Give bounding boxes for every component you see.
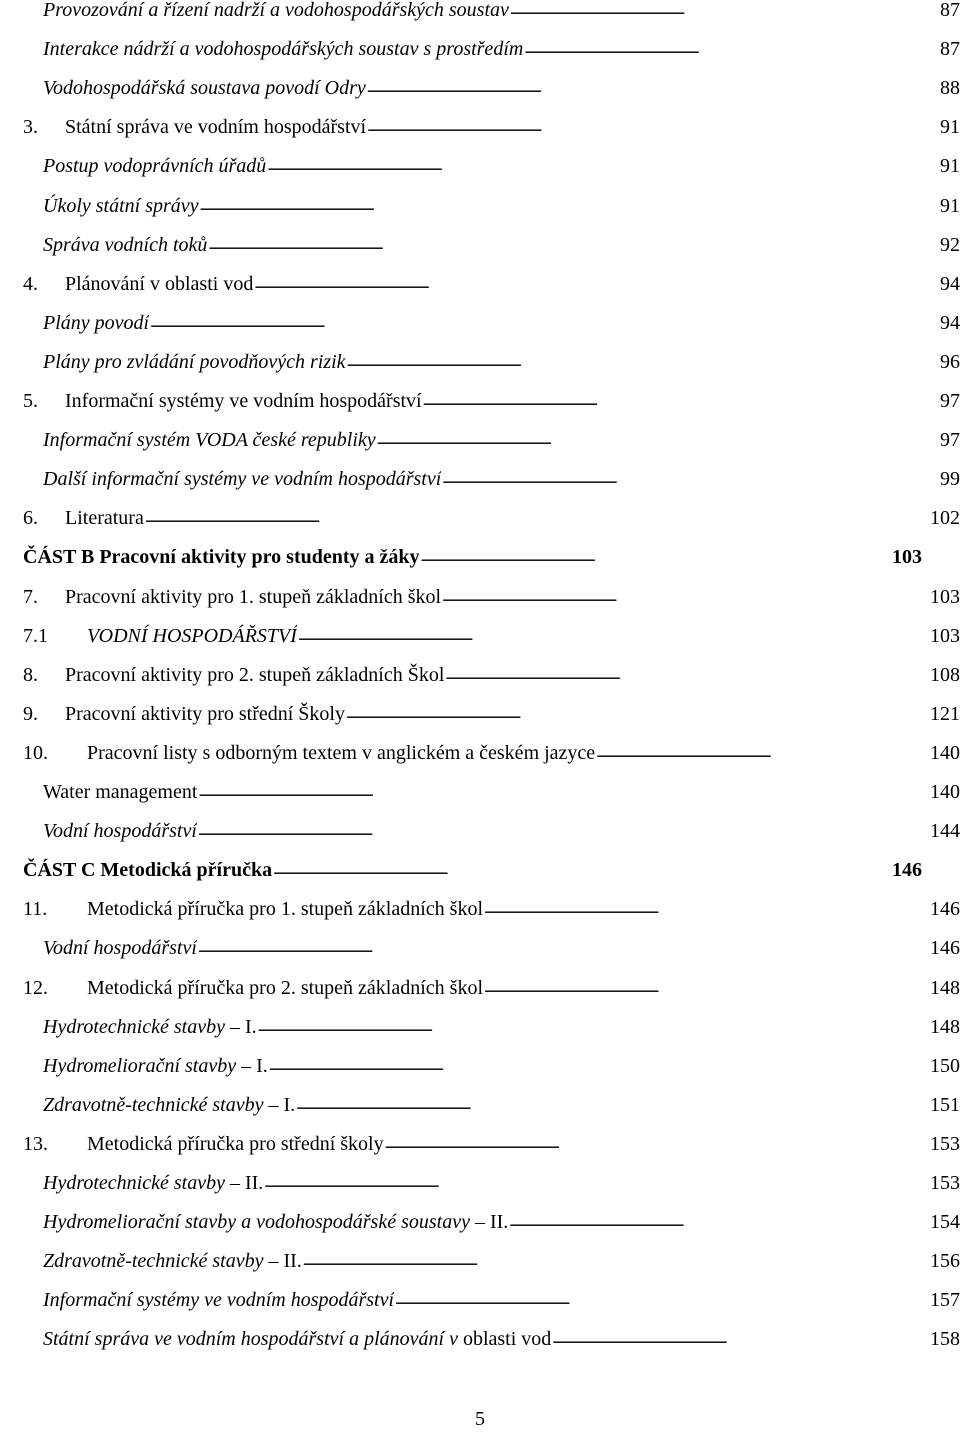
toc-entry-number: 7. <box>23 585 38 608</box>
toc-dot-leader <box>273 858 891 878</box>
toc-entry-page: 87 <box>940 0 960 21</box>
toc-entry[interactable] <box>23 73 960 103</box>
toc-entry[interactable] <box>23 1207 960 1237</box>
toc-dot-leader <box>510 0 939 18</box>
toc-entry-title-text: Vodohospodářská soustava povodí Odry <box>43 77 366 100</box>
toc-entry[interactable] <box>23 699 960 729</box>
toc-dot-leader <box>258 1015 929 1035</box>
toc-entry-title <box>43 34 523 64</box>
toc-entry[interactable] <box>23 503 960 533</box>
toc-entry-title-suffix: – II. <box>263 1250 302 1273</box>
toc-entry[interactable] <box>23 660 960 690</box>
toc-entry[interactable] <box>23 1012 960 1042</box>
toc-entry-title-text: VODNÍ HOSPODÁŘSTVÍ <box>87 624 297 647</box>
toc-entry-title-text: Plány pro zvládání povodňových rizik <box>43 350 346 373</box>
toc-entry[interactable] <box>23 112 960 142</box>
toc-entry-page: 148 <box>930 1015 960 1038</box>
toc-entry-title-text: Informační systém VODA české republiky <box>43 429 376 452</box>
toc-entry-title-text: Literatura <box>65 507 144 530</box>
toc-entry-title <box>43 1051 268 1081</box>
toc-entry-number: 11. <box>23 898 48 921</box>
toc-entry-title-text: Pracovní aktivity pro 1. stupeň základních škol <box>65 585 442 608</box>
toc-entry-title-text: Metodická příručka pro 1. stupeň základních škol <box>87 898 483 921</box>
toc-entry-title <box>43 1090 295 1120</box>
toc-entry-title-text: Metodická příručka pro střední školy <box>87 1132 384 1155</box>
toc-entry-page: 103 <box>930 585 960 608</box>
toc-entry-page: 158 <box>930 1328 960 1351</box>
toc-entry-page: 97 <box>940 429 960 452</box>
toc-entry-number: 12. <box>23 976 48 999</box>
toc-entry-title <box>43 816 197 846</box>
toc-entry[interactable] <box>23 1324 960 1354</box>
toc-dot-leader <box>200 194 939 214</box>
toc-entry-page: 153 <box>930 1172 960 1194</box>
toc-entry-page: 146 <box>892 859 922 882</box>
toc-entry-title <box>43 933 197 963</box>
toc-entry-number: 7.1 <box>23 624 48 647</box>
toc-dot-leader <box>524 37 939 57</box>
toc-entry-number: 9. <box>23 702 38 725</box>
toc-entry-title-text: Provozování a řízení nadrží a vodohospodářských soustav <box>43 0 509 21</box>
toc-entry[interactable] <box>23 151 960 181</box>
toc-dot-leader <box>423 389 939 409</box>
toc-entry-page: 91 <box>940 116 960 139</box>
toc-dot-leader <box>442 585 929 605</box>
toc-dot-leader <box>596 741 929 761</box>
toc-entry-page: 148 <box>930 976 960 999</box>
toc-entry-title-text: Zdravotně-technické stavby <box>43 1093 264 1116</box>
toc-entry-title <box>43 151 266 181</box>
toc-entry[interactable] <box>23 425 960 455</box>
toc-entry-title-text: Pracovní aktivity pro 2. stupeň základních Škol <box>65 663 445 686</box>
toc-entry-page: 103 <box>892 546 922 569</box>
toc-entry-page: 91 <box>940 155 960 178</box>
toc-entry-title-text: Správa vodních toků <box>43 233 208 256</box>
toc-entry-title <box>43 1285 394 1315</box>
toc-dot-leader <box>552 1327 929 1347</box>
toc-entry[interactable] <box>23 582 960 612</box>
toc-entry-title <box>65 503 144 533</box>
toc-entry-title <box>87 738 595 768</box>
toc-entry-title-text: Státní správa ve vodním hospodářství <box>65 116 367 139</box>
toc-entry-title-text: Hydrotechnické stavby <box>43 1172 225 1194</box>
toc-entry[interactable] <box>23 1168 960 1198</box>
toc-entry-title <box>43 0 509 25</box>
toc-entry-page: 94 <box>940 311 960 334</box>
toc-entry-page: 146 <box>930 937 960 960</box>
toc-dot-leader <box>395 1288 929 1308</box>
toc-entry-title-text: ČÁST C Metodická příručka <box>23 859 273 882</box>
toc-dot-leader <box>346 702 929 722</box>
toc-entry-page: 102 <box>930 507 960 530</box>
toc-entry-title <box>43 230 207 260</box>
toc-entry-title <box>87 973 483 1003</box>
toc-dot-leader <box>367 76 939 96</box>
toc-entry[interactable] <box>23 1285 960 1315</box>
toc-entry-title-text: Plánování v oblasti vod <box>65 272 254 295</box>
toc-entry[interactable] <box>23 1051 960 1081</box>
toc-entry-page: 99 <box>940 468 960 491</box>
toc-entry-title-suffix: – I. <box>224 1015 257 1038</box>
toc-entry-page: 96 <box>940 350 960 373</box>
toc-dot-leader <box>484 976 929 996</box>
toc-entry-title <box>43 1246 302 1276</box>
toc-dot-leader <box>484 897 929 917</box>
toc-entry[interactable] <box>23 894 960 924</box>
toc-entry-page: 94 <box>940 272 960 295</box>
toc-entry[interactable] <box>23 230 960 260</box>
toc-entry-number: 13. <box>23 1132 48 1155</box>
toc-entry-page: 144 <box>930 820 960 843</box>
toc-entry[interactable] <box>23 347 960 377</box>
toc-dot-leader <box>150 311 939 331</box>
toc-dot-leader <box>145 506 929 526</box>
toc-entry-number: 8. <box>23 663 38 686</box>
toc-entry-page: 153 <box>930 1132 960 1155</box>
toc-entry-page: 103 <box>930 624 960 647</box>
toc-entry-number: 3. <box>23 116 38 139</box>
toc-entry-title-suffix: – II. <box>469 1211 509 1234</box>
toc-entry[interactable] <box>23 816 960 846</box>
toc-entry-title <box>23 542 420 572</box>
toc-entry-page: 140 <box>930 741 960 764</box>
toc-entry-title-text: Vodní hospodářství <box>43 937 197 960</box>
toc-entry-title-text: Plány povodí <box>43 311 150 334</box>
toc-entry-title <box>87 1129 384 1159</box>
toc-entry-number: 6. <box>23 507 38 530</box>
toc-entry-number: 10. <box>23 741 48 764</box>
toc-dot-leader <box>198 780 929 800</box>
toc-dot-leader <box>269 1054 929 1074</box>
toc-entry[interactable] <box>23 738 960 768</box>
toc-entry-title <box>43 464 441 494</box>
toc-entry[interactable] <box>23 621 960 651</box>
toc-entry[interactable] <box>23 0 960 25</box>
toc-entry-title-text: Pracovní listy s odborným textem v anglickém a českém jazyce <box>87 741 596 764</box>
toc-entry-title <box>43 308 149 338</box>
toc-entry-title-text: Vodní hospodářství <box>43 820 197 843</box>
toc-entry[interactable] <box>23 933 960 963</box>
toc-entry-title <box>65 582 441 612</box>
toc-entry-title-text: Informační systémy ve vodním hospodářství <box>43 1289 395 1312</box>
toc-entry-title-text: Hydromeliorační stavby <box>43 1054 237 1077</box>
toc-entry-title <box>65 112 366 142</box>
toc-entry-title-suffix: oblasti vod <box>457 1328 552 1351</box>
toc-dot-leader <box>198 936 929 956</box>
toc-entry-title-text: Zdravotně-technické stavby <box>43 1250 264 1273</box>
toc-entry-title-text: Úkoly státní správy <box>43 194 199 217</box>
toc-entry[interactable] <box>23 1246 960 1276</box>
toc-dot-leader <box>509 1210 929 1230</box>
toc-entry-title <box>43 1012 257 1042</box>
toc-entry-title-suffix: – II. <box>224 1172 264 1194</box>
toc-entry-page: 150 <box>930 1054 960 1077</box>
toc-dot-leader <box>445 663 929 683</box>
toc-dot-leader <box>254 272 939 292</box>
toc-entry[interactable] <box>23 308 960 338</box>
toc-entry[interactable] <box>23 542 960 572</box>
toc-entry-title-text: Další informační systémy ve vodním hospodářství <box>43 468 442 491</box>
toc-entry-title-text: Metodická příručka pro 2. stupeň základních škol <box>87 976 483 999</box>
toc-entry-title-text: Hydromeliorační stavby a vodohospodářské soustavy <box>43 1211 470 1234</box>
toc-entry-title <box>65 660 444 690</box>
toc-entry-title <box>65 386 422 416</box>
toc-entry-title-text: Státní správa ve vodním hospodářství a plánování v <box>43 1328 458 1351</box>
toc-entry-title <box>43 777 197 807</box>
toc-dot-leader <box>264 1171 929 1191</box>
toc-entry-title-text: Pracovní aktivity pro střední Školy <box>65 702 345 725</box>
toc-entry-page: 87 <box>940 38 960 61</box>
toc-dot-leader <box>377 428 939 448</box>
toc-entry-title <box>43 73 366 103</box>
toc-entry[interactable] <box>23 269 960 299</box>
toc-entry[interactable] <box>23 855 960 885</box>
toc-entry-title <box>43 191 199 221</box>
toc-dot-leader <box>442 467 939 487</box>
toc-entry-title <box>43 1324 551 1354</box>
toc-dot-leader <box>421 545 891 565</box>
toc-entry[interactable] <box>23 464 960 494</box>
toc-entry-title-suffix: – I. <box>236 1054 268 1077</box>
toc-entry[interactable] <box>23 1129 960 1159</box>
toc-entry-page: 154 <box>930 1211 960 1234</box>
toc-dot-leader <box>298 624 929 644</box>
toc-entry[interactable] <box>23 777 960 807</box>
toc-dot-leader <box>303 1249 929 1269</box>
toc-entry-title <box>43 425 376 455</box>
toc-entry-page: 151 <box>930 1093 960 1116</box>
toc-entry-page: 121 <box>930 702 960 725</box>
toc-entry-title-text: Informační systémy ve vodním hospodářství <box>65 390 422 412</box>
toc-entry-title-text: Hydrotechnické stavby <box>43 1015 225 1038</box>
toc-entry-title <box>87 894 483 924</box>
toc-entry-number: 4. <box>23 272 38 295</box>
toc-entry-page: 108 <box>930 663 960 686</box>
toc-entry-title-text: Water management <box>43 781 198 803</box>
page-number: 5 <box>475 1408 485 1430</box>
toc-entry-title <box>43 347 346 377</box>
toc-entry-title-suffix: – I. <box>263 1093 296 1116</box>
toc-dot-leader <box>198 819 929 839</box>
toc-entry-title <box>43 1168 263 1198</box>
toc-dot-leader <box>385 1132 929 1152</box>
toc-entry-page: 88 <box>940 77 960 100</box>
toc-dot-leader <box>347 350 939 370</box>
toc-entry[interactable] <box>23 973 960 1003</box>
toc-entry-title-text: Postup vodoprávních úřadů <box>43 155 267 178</box>
toc-entry-page: 92 <box>940 233 960 256</box>
toc-dot-leader <box>208 233 939 253</box>
toc-entry[interactable] <box>23 34 960 64</box>
toc-entry-page: 97 <box>940 390 960 412</box>
toc-entry[interactable] <box>23 191 960 221</box>
toc-entry-title-text: ČÁST B Pracovní aktivity pro studenty a žáky <box>23 546 420 569</box>
toc-entry-title-text: Interakce nádrží a vodohospodářských soustav s prostředím <box>43 38 524 61</box>
toc-entry-page: 140 <box>930 781 960 803</box>
toc-entry-title <box>65 699 345 729</box>
toc-entry-page: 91 <box>940 194 960 217</box>
toc-entry-page: 156 <box>930 1250 960 1273</box>
toc-entry-title <box>43 1207 508 1237</box>
toc-entry-title <box>65 269 253 299</box>
toc-entry-title <box>87 621 297 651</box>
toc-dot-leader <box>367 115 939 135</box>
toc-entry[interactable] <box>23 386 960 416</box>
toc-entry-title <box>23 855 272 885</box>
toc-entry-page: 157 <box>930 1289 960 1312</box>
toc-entry[interactable] <box>23 1090 960 1120</box>
toc-entry-number: 5. <box>23 390 38 412</box>
toc-dot-leader <box>267 154 939 174</box>
toc-dot-leader <box>296 1093 929 1113</box>
toc-entry-page: 146 <box>930 898 960 921</box>
